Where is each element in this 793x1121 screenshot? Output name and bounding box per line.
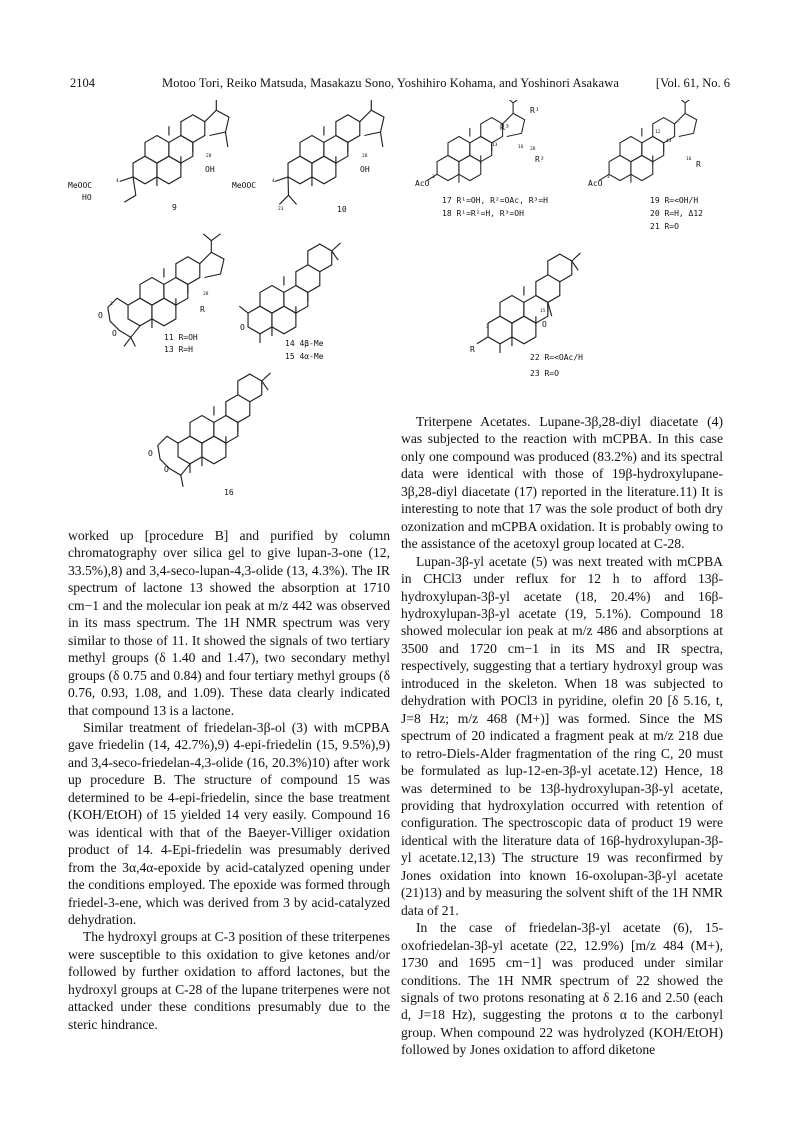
structure-17-18: [427, 100, 525, 183]
s10-c23: 23: [278, 207, 284, 212]
structure-16: [158, 373, 271, 487]
structure-22-23: [477, 253, 581, 353]
s11-c3: 3: [110, 302, 113, 307]
page-number: 2104: [70, 76, 95, 90]
s9-sub1: MeOOC: [68, 181, 93, 190]
s17-c16: 16: [518, 145, 524, 150]
s17-r3: R³: [500, 123, 510, 132]
s22-c3: 3: [486, 325, 489, 330]
s11-line2: 13 R=H: [164, 345, 193, 354]
s10-sub1: MeOOC: [232, 181, 257, 190]
right-column: [401, 413, 723, 1059]
s16-ring-o: O: [164, 465, 169, 474]
s19-c16: 16: [686, 157, 692, 162]
volume-info: [Vol. 61, No. 6: [655, 76, 730, 90]
s19-r: R: [696, 160, 701, 169]
friedelane-skeleton: [248, 243, 340, 343]
structure-9: [120, 100, 229, 202]
s9-c28: 28: [206, 154, 212, 159]
s17-line2: 18 R¹=R²=H, R³=OH: [442, 209, 524, 218]
left-paragraph-2: Similar treatment of friedelan-3β-ol (3) with mCPBA gave friedelin (14, 42.7%),9) 4-epi-friedelin (15, 9.5%),9) and 3,4-seco-friedelan-4,3-olide (16, 20.3%)10) after work up procedure B. The structure of compound 15 was determined to be 4-epi-friedelin, since the base treatment (KOH/EtOH) of 15 yielded 14 very easily. Compound 16 was identical with that of the Baeyer-Villiger oxidation product of 14. 4-Epi-friedelin was presumably derived from the 3α,4α-epoxide by acid-catalyzed opening under the conditions employed. The epoxide was formed through friedel-3-ene, which was derived from 3 by acid-catalyzed dehydration.: [68, 719, 390, 927]
s22-line1: 22 R=<OAc/H: [530, 353, 583, 362]
structure-19-21: [599, 100, 697, 183]
lupane-skeleton: [128, 234, 224, 328]
s10-oh: OH: [360, 165, 370, 174]
s22-carbonyl: O: [542, 320, 547, 329]
s22-c15: 15: [540, 309, 546, 314]
structure-14-15: [239, 243, 340, 343]
s11-c28: 28: [203, 292, 209, 297]
author-line: Motoo Tori, Reiko Matsuda, Masakazu Sono, Yoshihiro Kohama, and Yoshinori Asakawa: [162, 76, 619, 90]
s19-line2: 20 R=H, Δ12: [650, 209, 703, 218]
right-paragraph-2: Lupan-3β-yl acetate (5) was next treated with mCPBA in CHCl3 under reflux for 12 h to afford 13β-hydroxylupan-3β-yl acetate (18, 20.4%) and 16β-hydroxylupan-3β-yl acetate (19, 5.1%). Compound 18 showed molecular ion peak at m/z 486 and absorptions at 3500 and 1720 cm−1 in its MS and IR spectra, respectively, suggesting that a tertiary hydroxyl group was introduced in the skeleton. When 18 was subjected to dehydration with POCl3 in pyridine, olefin 20 [δ 5.16, t, J=8 Hz; m/z 468 (M+)] was formed. Since the MS spectrum of 20 indicated a fragment peak at m/z 218 due to retro-Diels-Alder fragmentation of the ring C, 20 must be formulated as lup-12-en-3β-yl acetate.12) Hence, 18 was determined to be 13β-hydroxylupan-3β-yl acetate, providing that hydroxylation occurred with retention of configuration. The spectroscopic data of product 19 were identical with the literature data of 16β-hydroxylupan-3β-yl acetate.12,13) The structure 19 was reconfirmed by Jones oxidation into known 16-oxolupan-3β-yl acetate (21)13) and by measuring the solvent shift of the 1H NMR data of 21.: [401, 553, 723, 918]
s14-line1: 14 4β-Me: [285, 339, 324, 348]
s19-line3: 21 R=O: [650, 222, 679, 231]
lupane-skeleton: [437, 100, 525, 183]
s9-oh: OH: [205, 165, 215, 174]
s10-c28: 28: [362, 154, 368, 159]
s17-r1: R¹: [530, 106, 540, 115]
s11-r: R: [200, 305, 205, 314]
s17-aco: AcO: [415, 179, 430, 188]
s17-c28: 28: [530, 147, 536, 152]
s16-number: 16: [224, 488, 234, 497]
right-paragraph-3: In the case of friedelan-3β-yl acetate (6), 15-oxofriedelan-3β-yl acetate (22, 12.9%) [m/z 484 (M+), 1730 and 1695 cm−1] was produced under similar conditions. The 1H NMR spectrum of 22 showed the signals of two protons resonating at δ 2.16 and 2.50 (each d, J=18 Hz), suggesting the protons α to the carbonyl group. When compound 22 was hydrolyzed (KOH/EtOH) followed by Jones oxidation to afford diketone: [401, 920, 723, 1058]
lupane-skeleton: [609, 100, 697, 183]
s14-line2: 15 4α-Me: [285, 352, 324, 361]
s19-aco: AcO: [588, 179, 603, 188]
s10-c4: 4: [272, 179, 275, 184]
s10-number: 10: [337, 205, 347, 214]
left-column: [68, 527, 390, 1033]
structure-10: [275, 100, 384, 205]
structure-11-13: [108, 234, 224, 347]
friedelane-skeleton: [488, 253, 580, 353]
s17-r2: R²: [535, 155, 545, 164]
s22-line2: 23 R=O: [530, 369, 559, 378]
s11-line1: 11 R=OH: [164, 333, 198, 342]
s17-c3: 3: [432, 175, 435, 180]
s19-c13: 13: [666, 139, 672, 144]
s9-number: 9: [172, 203, 177, 212]
friedelane-skeleton: [178, 373, 270, 473]
s14-carbonyl: O: [240, 323, 245, 332]
s19-c12: 12: [655, 130, 661, 135]
running-header: [70, 76, 730, 94]
s19-c3: 3: [607, 175, 610, 180]
s17-c13: 13: [492, 143, 498, 148]
left-paragraph-3: The hydroxyl groups at C-3 position of these triterpenes were susceptible to this oxidation to give ketones and/or followed by further oxidation to afford lactones, but the hydroxyl groups at C-28 of the lupane triterpenes were not attacked under these conditions presumably due to the steric hindrance.: [68, 929, 390, 1032]
s11-carbonyl: O: [98, 311, 103, 320]
s17-line1: 17 R¹=OH, R²=OAc, R³=H: [442, 196, 548, 205]
right-paragraph-1: Triterpene Acetates. Lupane-3β,28-diyl diacetate (4) was subjected to the reaction with mCPBA. In this case only one compound was produced (83.2%) and its spectral data were identical with those of 19β-hydroxylupane-3β,28-diyl diacetate (17) reported in the literature.11) It is interesting to note that 17 was the sole product of both dry ozonization and mCPBA oxidation. It is probably owing to the assistance of the acetoxyl group located at C-28.: [401, 414, 723, 552]
s11-ring-o: O: [112, 329, 117, 338]
s22-r: R: [470, 345, 475, 354]
s9-sub2: HO: [82, 193, 92, 202]
s19-line1: 19 R=<OH/H: [650, 196, 699, 205]
s9-c4: 4: [116, 179, 119, 184]
left-paragraph-1: worked up [procedure B] and purified by column chromatography over silica gel to give lupan-3-one (12, 33.5%),8) and 3,4-seco-lupan-4,3-olide (13, 4.3%). The IR spectrum of lactone 13 showed the absorption at 1710 cm−1 and the molecular ion peak at m/z 442 was observed in its mass spectrum. The 1H NMR spectrum was very similar to those of 11. It showed the signals of two tertiary methyl groups (δ 1.40 and 1.47), two secondary methyl groups (δ 0.75 and 0.84) and four tertiary methyl groups (δ 0.76, 0.93, 1.08, and 1.09). These data clearly indicated that compound 13 is a lactone.: [68, 528, 390, 718]
s16-carbonyl: O: [148, 449, 153, 458]
